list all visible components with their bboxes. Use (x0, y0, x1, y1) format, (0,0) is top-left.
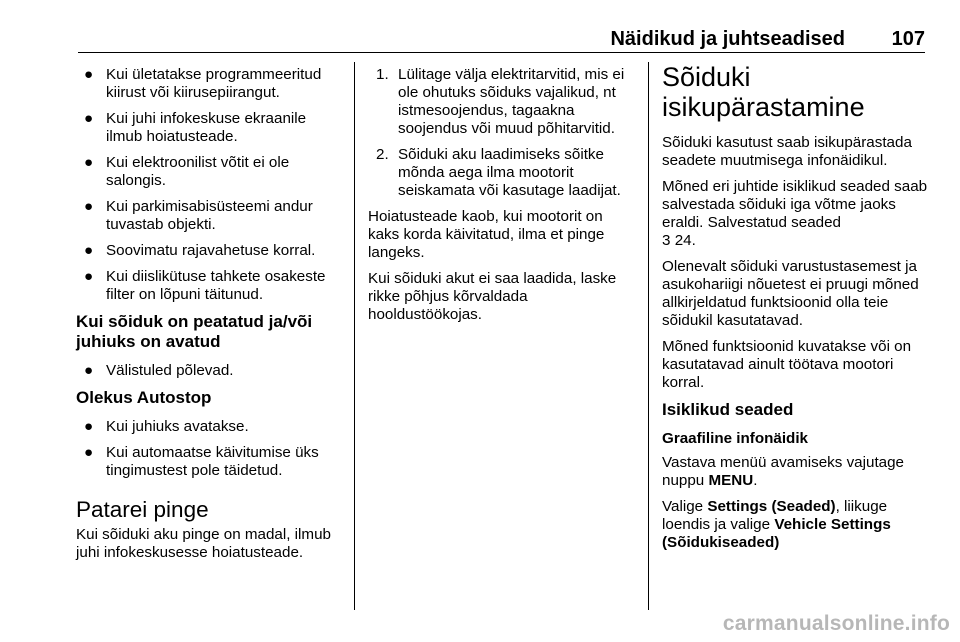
paragraph: Kui sõiduki akut ei saa laadida, laske rikke põhjus kõrvaldada hooldustöökojas. (368, 270, 617, 323)
watermark: carmanualsonline.info (722, 612, 950, 635)
list-item: ● Kui elektroonilist võtit ei ole salongis. (84, 154, 290, 189)
list-item: ● Kui diislikütuse tahkete osakeste filter on lõpuni täitunud. (84, 268, 326, 303)
heading-vehicle-stopped: Kui sõiduk on peatatud ja/või juhiuks on avatud (76, 312, 313, 351)
list-item: ● Kui automaatse käivitumise üks tingimustest pole täidetud. (84, 444, 319, 479)
paragraph: Olenevalt sõiduki varustustasemest ja asukohariigi nõuetest ei pruugi mõned allkirjeldatud funktsioonid olla teie sõidukil kasutatavad. (662, 258, 919, 329)
paragraph: Vastava menüü avamiseks vajutage nuppu MENU. (662, 454, 905, 489)
list-item: 2. Sõiduki aku laadimiseks sõitke mõnda aega ilma mootorit seiskamata või kasutage laadijat. (376, 146, 621, 199)
heading-autostop: Olekus Autostop (76, 388, 212, 407)
paragraph: Hoiatusteade kaob, kui mootorit on kaks korda käivitatud, ilma et pinge langeks. (368, 208, 605, 261)
column-1 (76, 66, 344, 570)
warning-list (76, 66, 344, 304)
page-header (78, 26, 925, 53)
column-divider-2 (648, 62, 649, 610)
heading-graphic-display: Graafiline infonäidik (662, 430, 808, 447)
paragraph: Mõned eri juhtide isiklikud seaded saab salvestada sõiduki iga võtme jaoks eraldi. Salvestatud seaded 3 24. (662, 178, 928, 249)
header-title: Näidikud ja juhtseadised (610, 28, 845, 50)
steps-list (368, 66, 636, 200)
list-item: 1. Lülitage välja elektritarvitid, mis ei ole ohutuks sõiduks vajalikud, nt istmesoojendus, tagaakna soojendus või muud põhitarvitid. (376, 66, 625, 137)
battery-text: Kui sõiduki aku pinge on madal, ilmub juhi infokeskusesse hoiatusteade. (76, 526, 331, 561)
menu-button-ref: MENU (708, 472, 754, 489)
heading-personalization: Sõiduki isikupärastamine (662, 62, 865, 122)
heading-personal-settings: Isiklikud seaded (662, 400, 794, 419)
list-item: ● Kui juhiuks avatakse. (84, 418, 249, 435)
paragraph: Valige Settings (Seaded), liikuge loendis ja valige Vehicle Settings (Sõidukiseaded) (662, 498, 891, 551)
column-3 (662, 62, 930, 560)
stopped-list (76, 362, 344, 380)
list-item: ● Kui ületatakse programmeeritud kiirust või kiirusepiirangut. (84, 66, 322, 101)
column-2 (368, 66, 636, 332)
paragraph: Mõned funktsioonid kuvatakse või on kasutatavad ainult töötava mootori korral. (662, 338, 912, 391)
heading-battery-voltage: Patarei pinge (76, 497, 209, 522)
page-ref-icon: 3 (662, 232, 671, 249)
list-item: ● Kui juhi infokeskuse ekraanile ilmub hoiatusteade. (84, 110, 307, 145)
list-item: ● Kui parkimisabisüsteemi andur tuvastab objekti. (84, 198, 313, 233)
list-item: ● Soovimatu rajavahetuse korral. (84, 242, 316, 259)
page-number: 107 (891, 28, 925, 50)
paragraph: Sõiduki kasutust saab isikupärastada seadete muutmisega infonäidikul. (662, 134, 912, 169)
list-item: ● Välistuled põlevad. (84, 362, 234, 379)
column-divider-1 (354, 62, 355, 610)
autostop-list (76, 418, 344, 480)
